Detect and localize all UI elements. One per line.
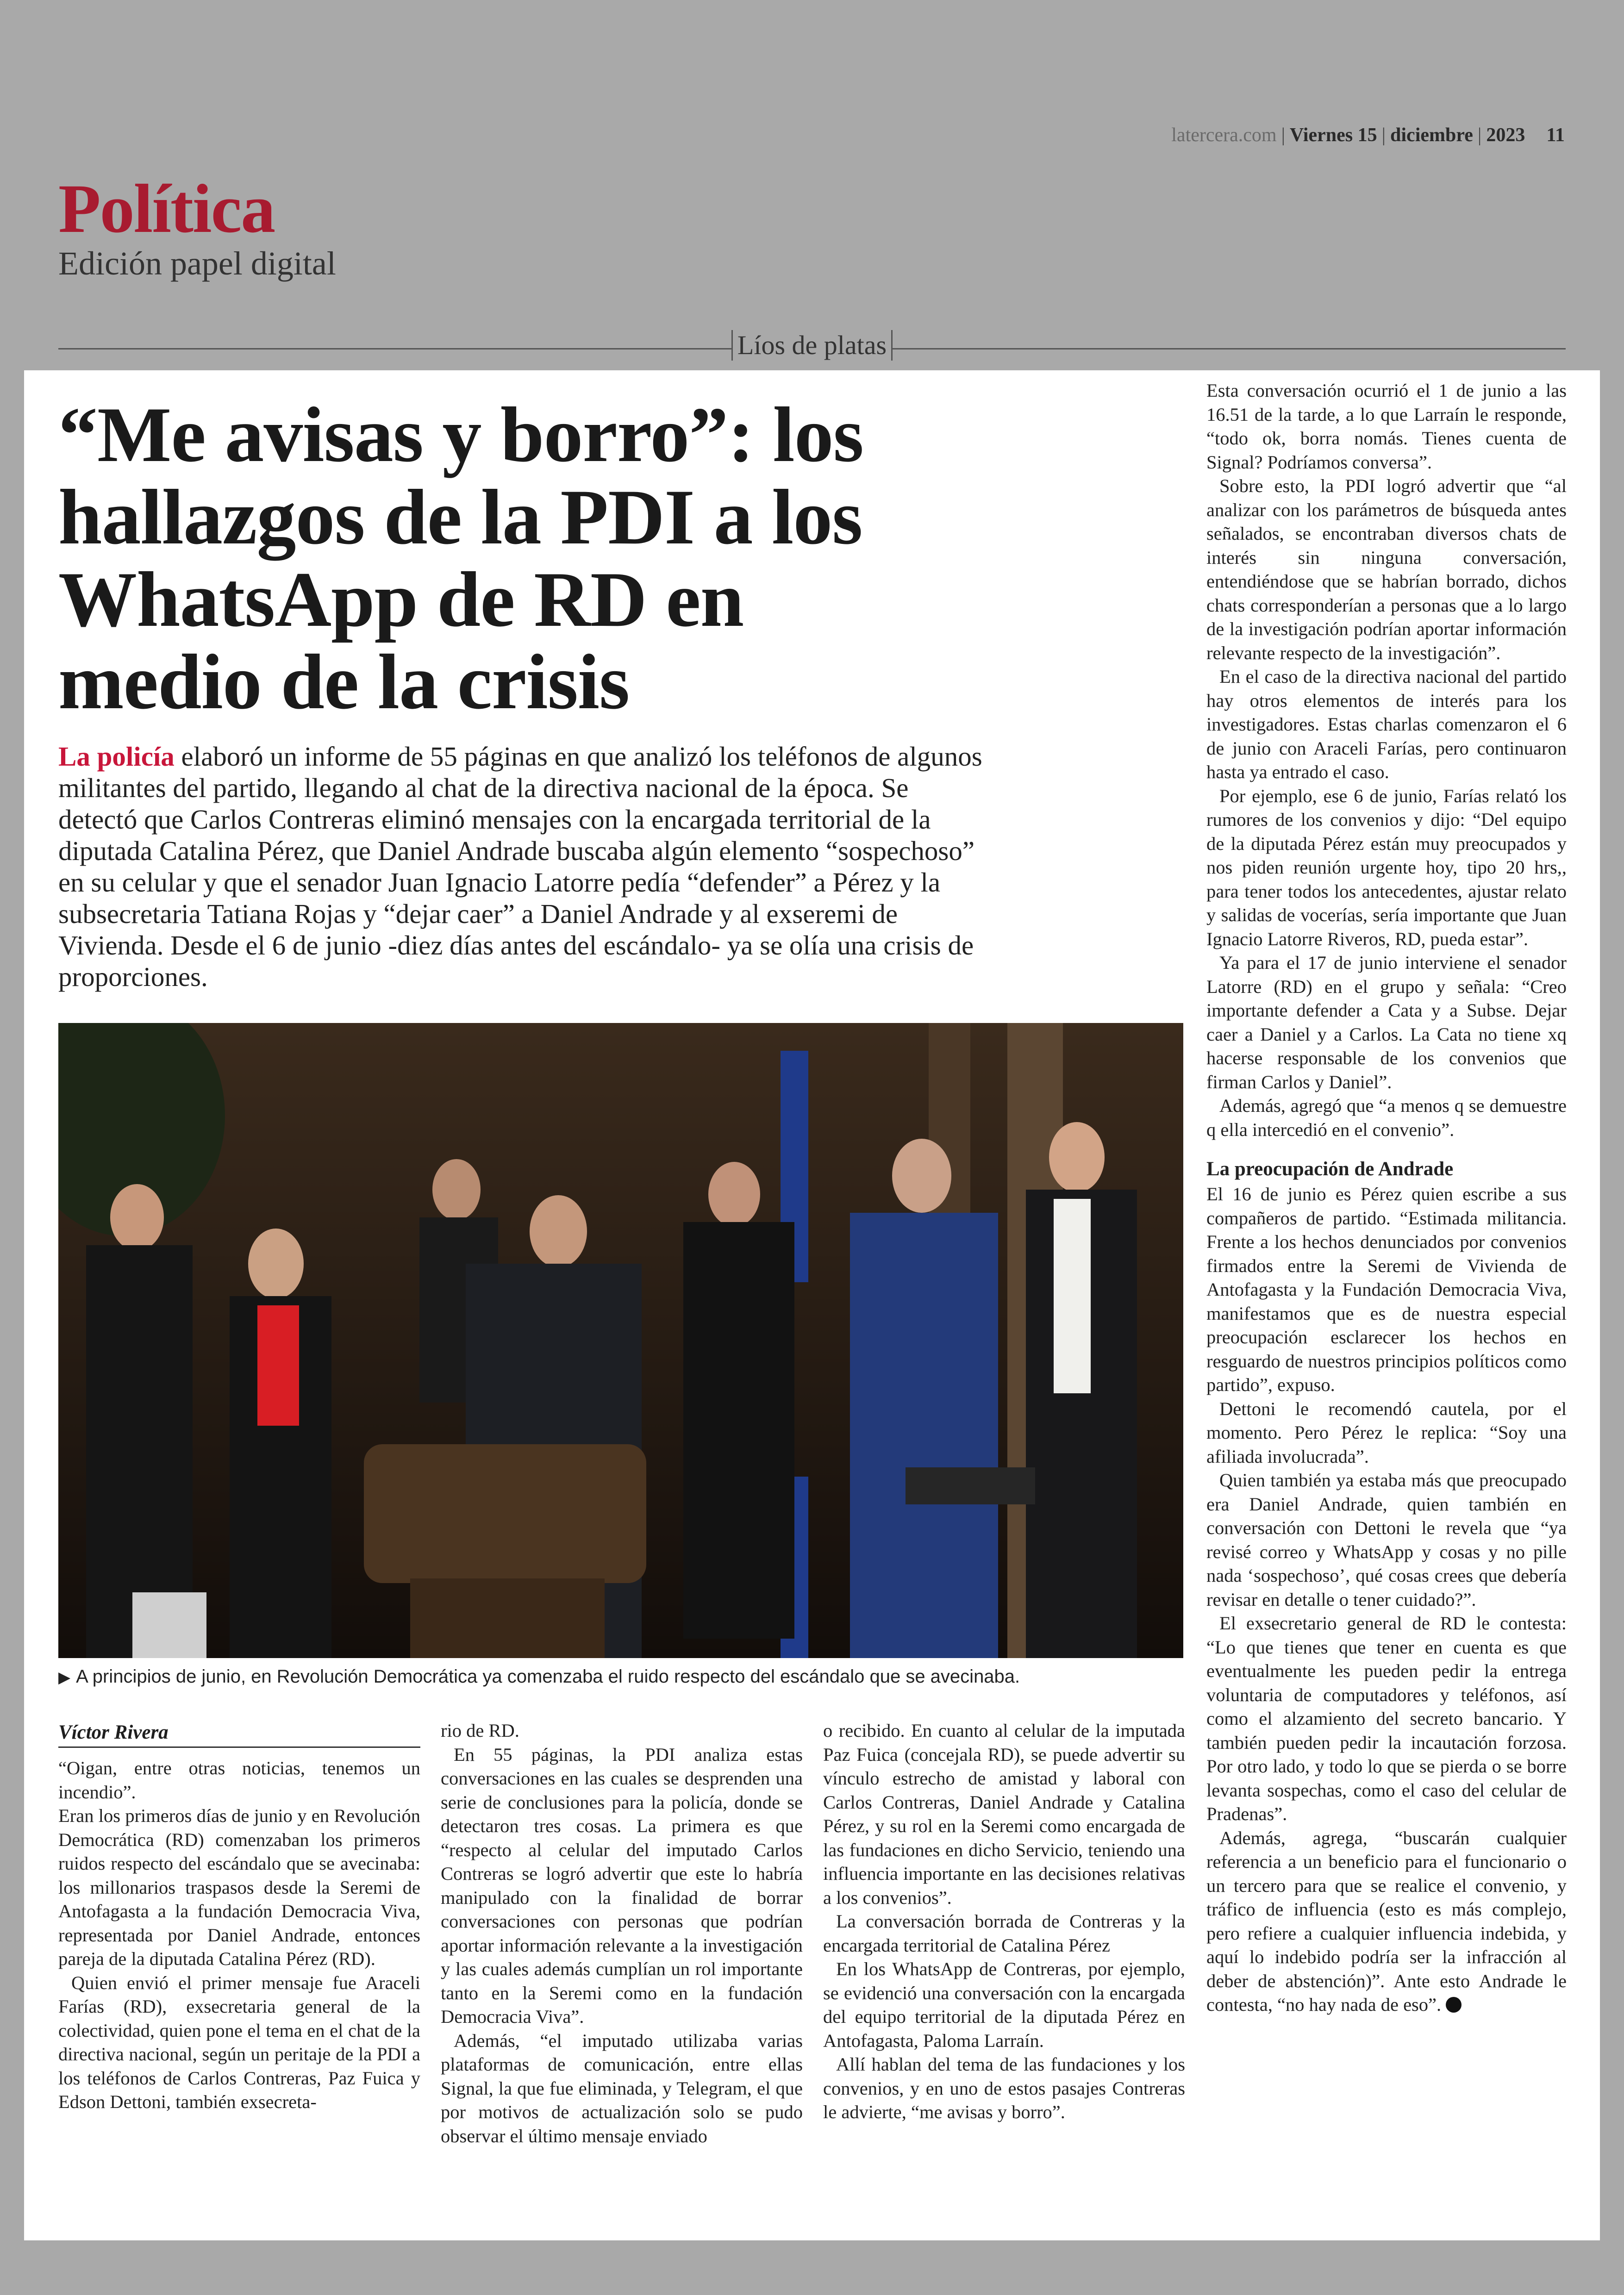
paragraph: rio de RD. bbox=[441, 1720, 519, 1741]
issue-year: 2023 bbox=[1486, 125, 1525, 146]
paragraph: Además, “el imputado utilizaba varias plataformas de comunicación, entre ellas Signal, la que fue eliminada, y Telegram, el que por motivos de actualización solo se pudo observar el último mensaje enviado bbox=[441, 2030, 803, 2146]
edition-label: Edición papel digital bbox=[58, 245, 336, 282]
kicker bbox=[0, 330, 1624, 361]
paragraph: El 16 de junio es Pérez quien escribe a sus compañeros de partido. “Estimada militancia. Frente a los hechos denunciados por convenios firmados entre la Seremi de Vivienda de Antofagasta y la Fundación Democracia Viva, manifestamos que es de nuestra especial preocupación esclarecer los hechos en resguardo de nuestros principios políticos como partido”, expuso. bbox=[1206, 1184, 1567, 1395]
lead-text: elaboró un informe de 55 páginas en que analizó los teléfonos de algunos militantes del partido, llegando al chat de la directiva nacional de la época. Se detectó que Carlos Contreras eliminó mensajes con la encargada territorial de la diputada Catalina Pérez, que Daniel Andrade buscaba algún elemento “sospechoso” en su celular y que el senador Juan Ignacio Latorre pedía “defender” a Pérez y la subsecretaria Tatiana Rojas y “dejar caer” a Daniel Andrade y al exseremi de Vivienda. Desde el 6 de junio -diez días antes del escándalo- ya se olía una crisis de proporciones. bbox=[58, 741, 982, 992]
press-conference-photo bbox=[58, 1023, 1183, 1658]
paragraph: Eran los primeros días de junio y en Revolución Democrática (RD) comenzaban los primeros ruidos respecto del escándalo que se avecinaba: los millonarios traspasos desde la Seremi de Antofagasta a la fundación Democracia Viva, representada por Daniel Andrade, entonces pareja de la diputada Catalina Pérez (RD). bbox=[58, 1805, 420, 1969]
site-name: latercera.com bbox=[1171, 125, 1277, 146]
caption-text: A principios de junio, en Revolución Democrática ya comenzaba el ruido respecto del escándalo que se avecinaba. bbox=[76, 1666, 1020, 1687]
issue-day: Viernes 15 bbox=[1290, 125, 1377, 146]
paragraph: Ya para el 17 de junio interviene el senador Latorre (RD) en el grupo y señala: “Creo importante defender a Cata y a Subse. Dejar caer a Daniel y a Carlos. La Cata no tiene xq hacerse responsable de los convenios que firman Carlos y Daniel”. bbox=[1206, 952, 1567, 1092]
paragraph: Dettoni le recomendó cautela, por el momento. Pero Pérez le replica: “Soy una afiliada involucrada”. bbox=[1206, 1398, 1567, 1467]
body-column-1 bbox=[58, 1756, 420, 2114]
paragraph-text: Además, agrega, “buscarán cualquier referencia a un beneficio para el funcionario o un tercero para que se realice el convenio, y tráfico de influencia (esto es más complejo, pero refiere a cualquier influencia indebida, y aquí lo indebido podría ser la infracción al deber de abstención)”. Ante esto Andrade le contesta, “no hay nada de eso”. bbox=[1206, 1827, 1567, 2015]
paragraph bbox=[1206, 1826, 1567, 2017]
play-triangle-icon: ▶ bbox=[58, 1669, 71, 1686]
subheading: La preocupación de Andrade bbox=[1206, 1158, 1454, 1180]
lead-paragraph bbox=[58, 741, 993, 992]
kicker-label: Líos de platas bbox=[731, 330, 893, 361]
page-number: 11 bbox=[1546, 125, 1565, 146]
paragraph: La conversación borrada de Contreras y la encargada territorial de Catalina Pérez bbox=[823, 1911, 1185, 1956]
paragraph: Además, agregó que “a menos q se demuestre q ella intercedió en el convenio”. bbox=[1206, 1095, 1567, 1140]
paragraph: El exsecretario general de RD le contesta: “Lo que tienes que tener en cuenta es que eventualmente les pueden pedir la entrega voluntaria de computadores y teléfonos, así como el alzamiento del secreto bancario. Y también pueden pedir la incautación forzosa. Por otro lado, y todo lo que se pierda o se borre levanta sospechas, como el caso del celular de Pradenas”. bbox=[1206, 1613, 1567, 1824]
body-column-3 bbox=[823, 1719, 1185, 2124]
paragraph: Esta conversación ocurrió el 1 de junio a las 16.51 de la tarde, a lo que Larraín le responde, “todo ok, borra nomás. Tienes cuenta de Signal? Podríamos conversa”. bbox=[1206, 380, 1567, 473]
article-page bbox=[24, 370, 1600, 2240]
headline: “Me avisas y borro”: los hallazgos de la PDI a los WhatsApp de RD en medio de la crisis bbox=[58, 391, 863, 725]
paragraph: Por ejemplo, ese 6 de junio, Farías relató los rumores de los convenios y dijo: “Del equipo de la diputada Pérez están muy preocupados y nos piden reunión urgente hoy, tipo 20 hrs,, para tener todos los antecedentes, ajustar relato y salidas de vocerías, sería importante que Juan Ignacio Latorre Riveros, RD, pueda estar”. bbox=[1206, 785, 1567, 949]
paragraph: o recibido. En cuanto al celular de la imputada Paz Fuica (concejala RD), se puede advertir su vínculo estrecho de amistad y laboral con Carlos Contreras, Daniel Andrade y Catalina Pérez, y su rol en la Seremi como encargada de las fundaciones en dicho Servicio, teniendo una influencia importante en las decisiones relativas a los convenios”. bbox=[823, 1720, 1185, 1908]
body-column-4 bbox=[1206, 379, 1567, 2017]
paragraph: Quien también ya estaba más que preocupado era Daniel Andrade, quien también en conversación con Dettoni le revela que “ya revisé correo y WhatsApp y cosas y no pille nada ‘sospechoso’, qué cosas crees que debería revisar en detalle o tener cuidado?”. bbox=[1206, 1470, 1567, 1610]
paragraph: Quien envió el primer mensaje fue Araceli Farías (RD), exsecretaria general de la colectividad, quien pone el tema en el chat de la directiva nacional, según un peritaje de la PDI a los teléfonos de Carlos Contreras, Paz Fuica y Edson Dettoni, también exsecreta- bbox=[58, 1972, 420, 2112]
paragraph: “Oigan, entre otras noticias, tenemos un incendio”. bbox=[58, 1758, 420, 1802]
paragraph: En los WhatsApp de Contreras, por ejemplo, se evidenció una conversación con la encargada del equipo territorial de la diputada Pérez en Antofagasta, Paloma Larraín. bbox=[823, 1958, 1185, 2051]
lead-highlight: La policía bbox=[58, 741, 175, 772]
body-column-2 bbox=[441, 1719, 803, 2148]
section-title: Política bbox=[58, 170, 275, 247]
page-header-meta: latercera.com | Viernes 15 | diciembre | 2023 11 bbox=[1171, 125, 1565, 146]
byline: Víctor Rivera bbox=[58, 1721, 420, 1748]
paragraph: En el caso de la directiva nacional del partido hay otros elementos de interés para los investigadores. Estas charlas comenzaron el 6 de junio con Araceli Farías, pero continuaron hasta ya entrado el caso. bbox=[1206, 666, 1567, 782]
issue-month: diciembre bbox=[1390, 125, 1473, 146]
paragraph: Sobre esto, la PDI logró advertir que “al analizar con los parámetros de búsqueda antes señalados, se encontraban diversos chats de interés sin ninguna conversación, entendiéndose que se habrían borrado, dichos chats corresponderían a personas que a lo largo de la investigación podrían aportar información relevante respecto de la investigación”. bbox=[1206, 475, 1567, 663]
end-bullet-icon bbox=[1446, 1997, 1462, 2013]
paragraph: En 55 páginas, la PDI analiza estas conversaciones en las cuales se desprenden una serie de conclusiones para la policía, donde se detectaron tres cosas. La primera es que “respecto al celular del imputado Carlos Contreras se logró advertir que este lo habría manipulado con la finalidad de borrar conversaciones con personas que podrían aportar información relevante a la investigación y las cuales además cumplían un rol importante tanto en la Seremi como en la fundación Democracia Viva”. bbox=[441, 1744, 803, 2027]
photo-caption bbox=[58, 1666, 1183, 1687]
article-photo bbox=[58, 1023, 1183, 1658]
paragraph: Allí hablan del tema de las fundaciones y los convenios, y en uno de estos pasajes Contreras le advierte, “me avisas y borro”. bbox=[823, 2054, 1185, 2122]
